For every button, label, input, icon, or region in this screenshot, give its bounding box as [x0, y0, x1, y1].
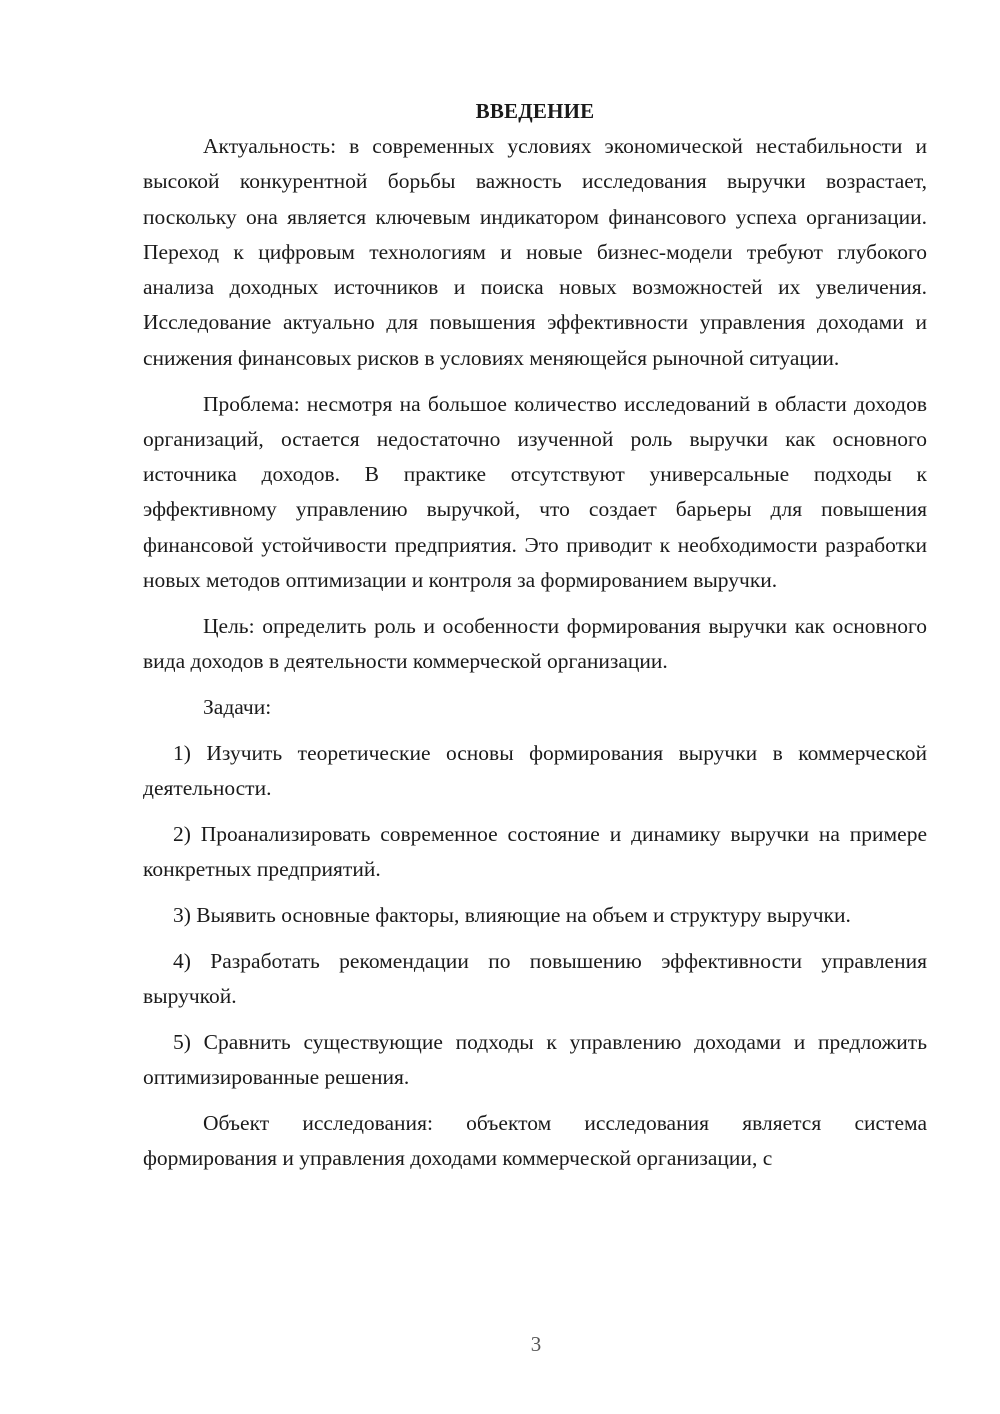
task-item: 1) Изучить теоретические основы формирования выручки в коммерческой деятельности. [143, 740, 927, 801]
task-item: 3) Выявить основные факторы, влияющие на объем и структуру выручки. [173, 902, 851, 927]
document-page [143, 94, 927, 1187]
task-item: 5) Сравнить существующие подходы к управлению доходами и предложить оптимизированные решения. [143, 1029, 927, 1090]
goal-paragraph: Цель: определить роль и особенности формирования выручки как основного вида доходов в деятельности коммерческой организации. [143, 613, 927, 674]
task-list [143, 736, 927, 1096]
section-title: ВВЕДЕНИЕ [475, 99, 595, 123]
problem-paragraph: Проблема: несмотря на большое количество исследований в области доходов организаций, остается недостаточно изученной роль выручки как основного источника доходов. В практике отсутствуют универсальные подходы к эффективному управлению выручкой, что создает барьеры для повышения финансовой устойчивости предприятия. Это приводит к необходимости разработки новых методов оптимизации и контроля за формированием выручки. [143, 391, 927, 593]
tasks-heading: Задачи: [203, 694, 272, 719]
task-item: 2) Проанализировать современное состояние и динамику выручки на примере конкретных предприятий. [143, 821, 927, 882]
relevance-paragraph: Актуальность: в современных условиях экономической нестабильности и высокой конкурентной борьбы важность исследования выручки возрастает, поскольку она является ключевым индикатором финансового успеха организации. Переход к цифровым технологиям и новые бизнес-модели требуют глубокого анализа доходных источников и поиска новых возможностей их увеличения. Исследование актуально для повышения эффективности управления доходами и снижения финансовых рисков в условиях меняющейся рыночной ситуации. [143, 134, 927, 370]
page-number: 3 [530, 1332, 542, 1356]
task-item: 4) Разработать рекомендации по повышению эффективности управления выручкой. [143, 948, 927, 1009]
object-paragraph: Объект исследования: объектом исследования является система формирования и управления доходами коммерческой организации, с [143, 1110, 927, 1171]
